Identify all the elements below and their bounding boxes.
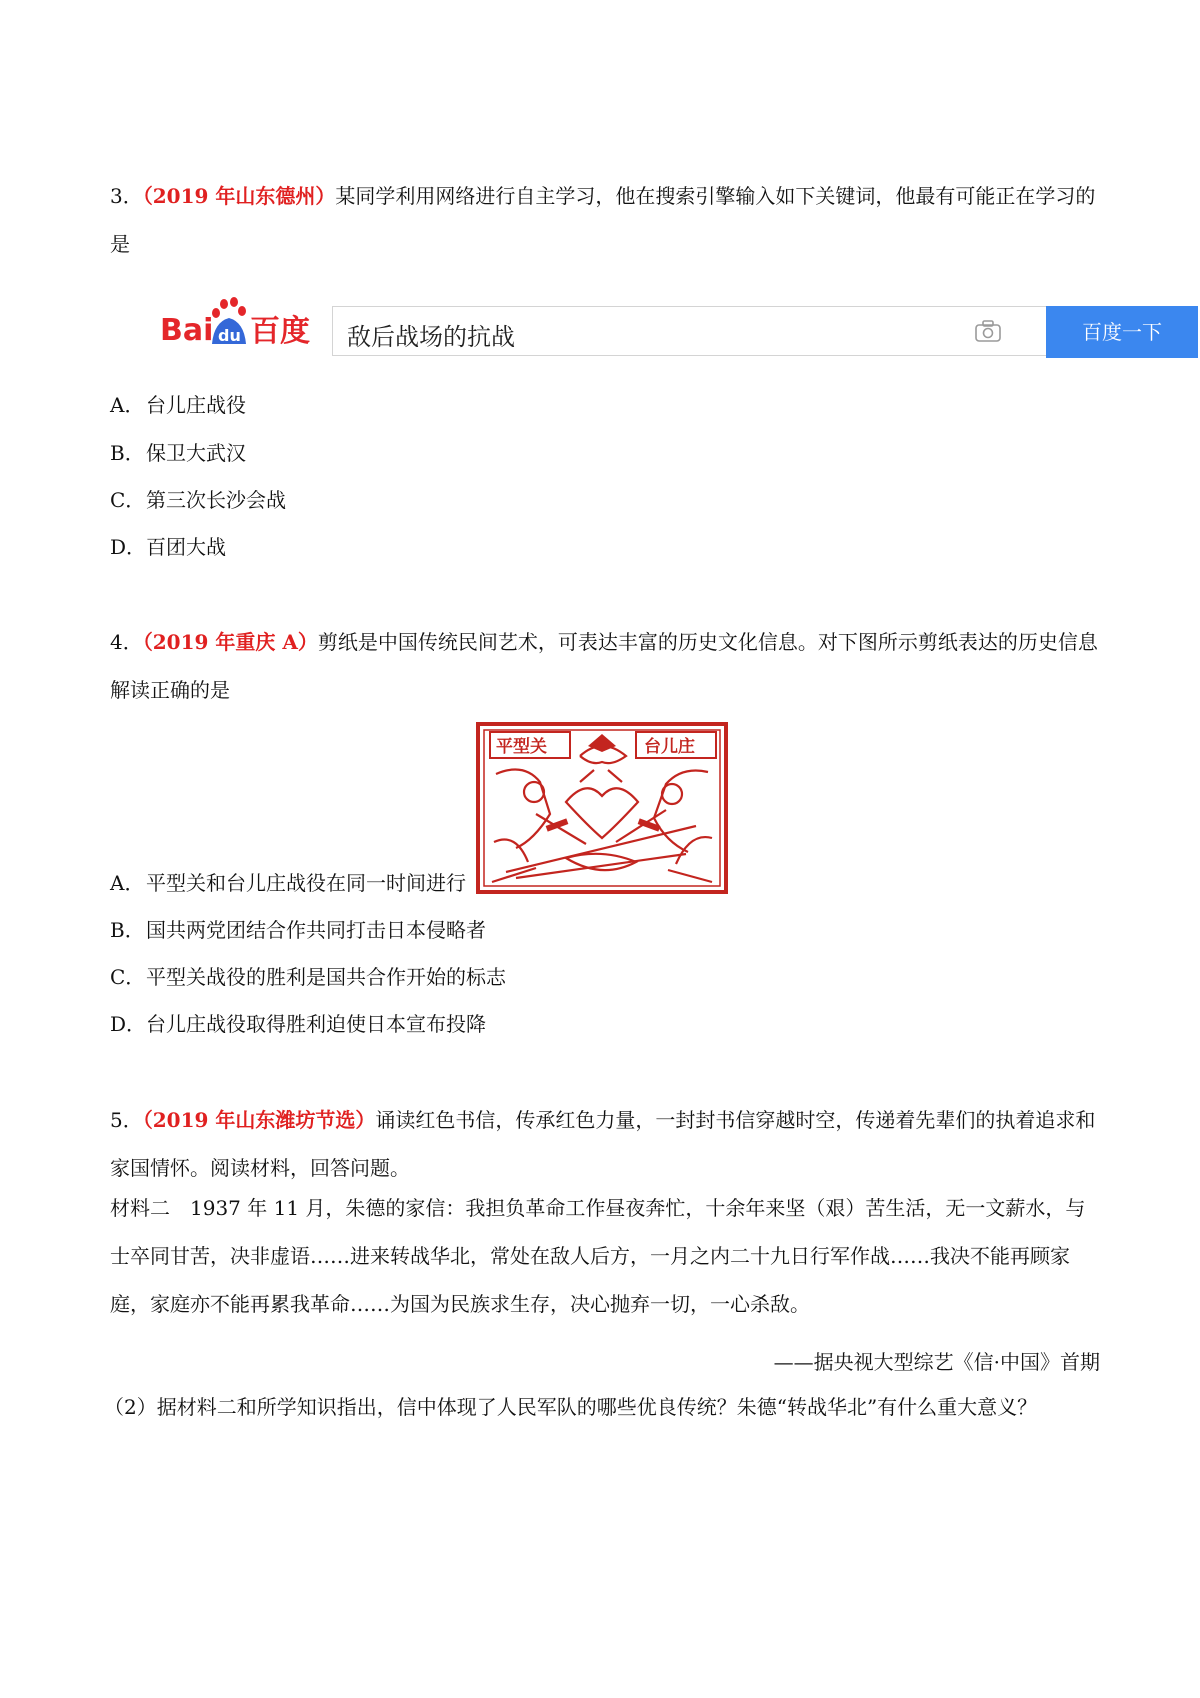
baidu-logo-latin: Bai bbox=[160, 313, 214, 348]
baidu-logo-du: du bbox=[218, 326, 241, 345]
material-citation: ——据央视大型综艺《信·中国》首期 bbox=[773, 1350, 1100, 1374]
question-text: 某同学利用网络进行自主学习，他在搜索引擎输入如下关键词，他最有可能正在学习的是 bbox=[110, 184, 1096, 256]
q3-option-c: C．第三次长沙会战 bbox=[110, 488, 286, 512]
sub-question-2: （2）据材料二和所学知识指出，信中体现了人民军队的哪些优良传统？朱德“转战华北”有什么重大意义？ bbox=[104, 1395, 1038, 1419]
q3-option-d: D．百团大战 bbox=[110, 535, 226, 559]
q4-option-a: A．平型关和台儿庄战役在同一时间进行 bbox=[110, 871, 466, 895]
search-query: 敌后战场的抗战 bbox=[347, 323, 515, 351]
baidu-logo-cn: 百度 bbox=[250, 314, 310, 349]
baidu-logo bbox=[160, 296, 320, 360]
papercut-image bbox=[476, 722, 728, 894]
q3-option-b: B．保卫大武汉 bbox=[110, 441, 246, 465]
q4-option-d: D．台儿庄战役取得胜利迫使日本宣布投降 bbox=[110, 1012, 486, 1036]
question-number: 4． bbox=[110, 630, 143, 654]
question-text: 剪纸是中国传统民间艺术，可表达丰富的历史文化信息。对下图所示剪纸表达的历史信息解读正确的是 bbox=[110, 630, 1098, 702]
question-source: （2019 年山东德州） bbox=[142, 184, 336, 208]
question-source: （2019 年山东潍坊节选） bbox=[142, 1108, 376, 1132]
search-button[interactable]: 百度一下 bbox=[1046, 306, 1198, 358]
question-source: （2019 年重庆 A） bbox=[142, 630, 318, 654]
q4-option-c: C．平型关战役的胜利是国共合作开始的标志 bbox=[110, 965, 506, 989]
material-two: 材料二 1937 年 11 月，朱德的家信：我担负革命工作昼夜奔忙，十余年来坚（艰）苦生活，无一文薪水，与士卒同甘苦，决非虚语……进来转战华北，常处在敌人后方，一月之内二十九日行军作战……我决不能再顾家庭，家庭亦不能再累我革命……为国为民族求生存，决心抛弃一切，一心杀敌。 bbox=[110, 1196, 1086, 1316]
question-number: 3． bbox=[110, 184, 143, 208]
search-input[interactable] bbox=[332, 306, 1046, 356]
question-number: 5． bbox=[110, 1108, 143, 1132]
q3-option-a: A．台儿庄战役 bbox=[110, 393, 246, 417]
papercut-label-taierzhuang: 台儿庄 bbox=[644, 737, 695, 757]
question-4-stem bbox=[110, 618, 1100, 714]
papercut-label-pingxingguan: 平型关 bbox=[496, 737, 547, 757]
camera-icon[interactable] bbox=[974, 319, 1002, 343]
question-text: 诵读红色书信，传承红色力量，一封封书信穿越时空，传递着先辈们的执着追求和家国情怀。阅读材料，回答问题。 bbox=[110, 1108, 1096, 1180]
question-5-stem bbox=[110, 1096, 1100, 1192]
baidu-search-bar bbox=[160, 296, 1162, 360]
question-3-stem bbox=[110, 172, 1100, 268]
q4-option-b: B．国共两党团结合作共同打击日本侵略者 bbox=[110, 918, 486, 942]
